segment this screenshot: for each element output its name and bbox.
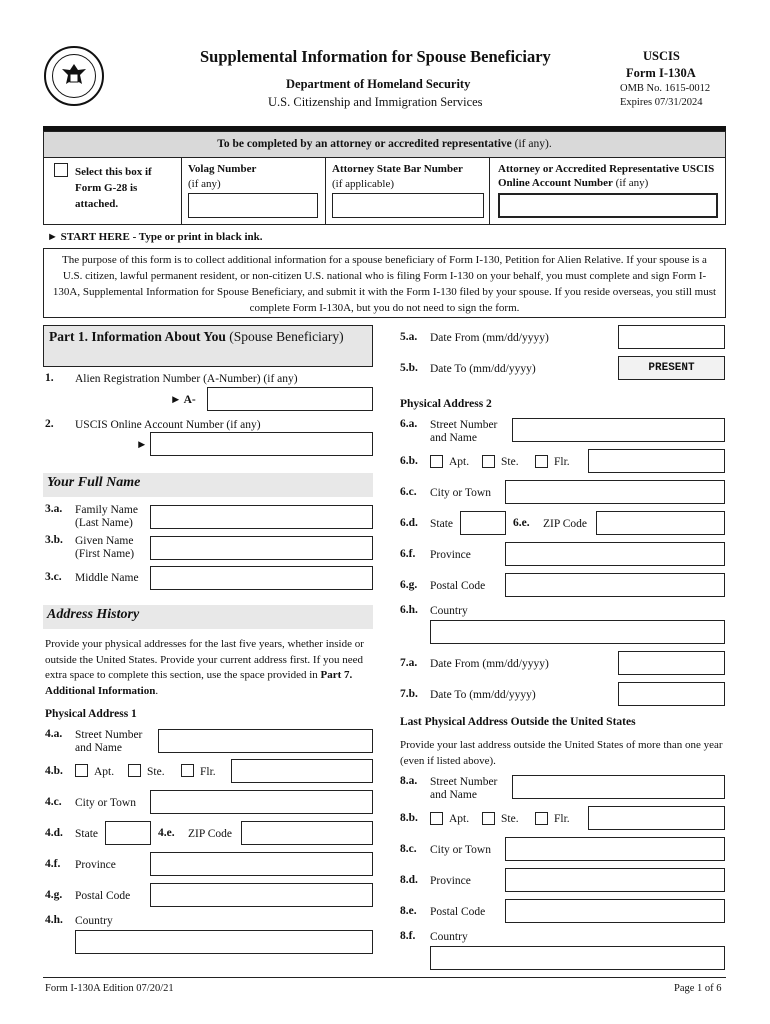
- state-label-2: State: [430, 518, 453, 530]
- a-number-field[interactable]: [207, 387, 373, 411]
- unit-number-field-3[interactable]: [588, 806, 725, 830]
- postal-code-label-3: Postal Code: [430, 906, 486, 918]
- q6c-number: 6.c.: [400, 486, 417, 498]
- part1-header: Part 1. Information About You (Spouse Beneficiary): [43, 325, 373, 367]
- q6g-number: 6.g.: [400, 579, 418, 591]
- last-outside-header: Last Physical Address Outside the United States: [400, 716, 636, 728]
- uscis-account-field[interactable]: [150, 432, 373, 456]
- street-field-2[interactable]: [512, 418, 725, 442]
- state-field-2[interactable]: [460, 511, 506, 535]
- volag-number-field[interactable]: [188, 193, 318, 218]
- q6f-number: 6.f.: [400, 548, 416, 560]
- q4c-number: 4.c.: [45, 796, 62, 808]
- city-label-2: City or Town: [430, 487, 491, 499]
- q3b-number: 3.b.: [45, 534, 63, 546]
- q8a-number: 8.a.: [400, 775, 418, 787]
- physical-address-1-header: Physical Address 1: [45, 708, 137, 720]
- family-name-sub: (Last Name): [75, 517, 133, 529]
- date-to-label-2: Date To (mm/dd/yyyy): [430, 689, 536, 701]
- bar-number-sub: (if applicable): [332, 178, 394, 190]
- bar-number-label: Attorney State Bar Number: [332, 163, 463, 175]
- date-from-field-1[interactable]: [618, 325, 725, 349]
- date-from-label-1: Date From (mm/dd/yyyy): [430, 332, 549, 344]
- apt-label-2: Apt.: [449, 456, 470, 468]
- start-here: ► START HERE - Type or print in black ink.: [47, 231, 263, 243]
- given-name-sub: (First Name): [75, 548, 135, 560]
- apt-checkbox-2[interactable]: [430, 455, 443, 468]
- account-number-label: Attorney or Accredited Representative USCIS Online Account Number (if any): [498, 163, 715, 189]
- q4b-number: 4.b.: [45, 765, 63, 777]
- ste-checkbox-1[interactable]: [128, 764, 141, 777]
- volag-label: Volag Number: [188, 163, 257, 175]
- city-label-3: City or Town: [430, 844, 491, 856]
- country-field-2[interactable]: [430, 620, 725, 644]
- street-sub-1: and Name: [75, 742, 122, 754]
- q7a-number: 7.a.: [400, 657, 418, 669]
- middle-name-label: Middle Name: [75, 572, 139, 584]
- omb-number: OMB No. 1615-0012: [620, 83, 711, 94]
- footer-rule: [43, 977, 726, 978]
- city-field-3[interactable]: [505, 837, 725, 861]
- flr-label-2: Flr.: [554, 456, 570, 468]
- g28-label: Select this box if Form G-28 is attached.: [75, 166, 152, 210]
- q4f-number: 4.f.: [45, 858, 61, 870]
- province-label-3: Province: [430, 875, 471, 887]
- agency-name: U.S. Citizenship and Immigration Services: [268, 95, 483, 109]
- purpose-box: [43, 248, 726, 318]
- street-sub-2: and Name: [430, 432, 477, 444]
- q8d-number: 8.d.: [400, 874, 418, 886]
- q8b-number: 8.b.: [400, 812, 418, 824]
- q6d-number: 6.d.: [400, 517, 418, 529]
- date-from-label-2: Date From (mm/dd/yyyy): [430, 658, 549, 670]
- q7b-number: 7.b.: [400, 688, 418, 700]
- q1-number: 1.: [45, 372, 54, 384]
- country-field-1[interactable]: [75, 930, 373, 954]
- province-label-1: Province: [75, 859, 116, 871]
- street-field-3[interactable]: [512, 775, 725, 799]
- unit-number-field-1[interactable]: [231, 759, 373, 783]
- apt-label-3: Apt.: [449, 813, 470, 825]
- street-sub-3: and Name: [430, 789, 477, 801]
- province-field-1[interactable]: [150, 852, 373, 876]
- province-field-2[interactable]: [505, 542, 725, 566]
- footer-page-number: Page 1 of 6: [674, 983, 722, 994]
- street-label-1: Street Number: [75, 729, 143, 741]
- country-label-3: Country: [430, 931, 468, 943]
- q8f-number: 8.f.: [400, 930, 416, 942]
- street-label-2: Street Number: [430, 419, 498, 431]
- form-title: Supplemental Information for Spouse Beneficiary: [200, 47, 551, 66]
- q3c-number: 3.c.: [45, 571, 62, 583]
- ste-label-3: Ste.: [501, 813, 519, 825]
- flr-label-3: Flr.: [554, 813, 570, 825]
- q5a-number: 5.a.: [400, 331, 418, 343]
- address-history-text: Provide your physical addresses for the last five years, whether inside or outside the United States. Provide your current address first. If you need extra space to complete this section, use the space provided in Part 7. Additional Information.: [45, 638, 364, 697]
- attorney-banner: To be completed by an attorney or accredited representative (if any).: [44, 132, 725, 158]
- state-field-1[interactable]: [105, 821, 151, 845]
- country-label-2: Country: [430, 605, 468, 617]
- q6b-number: 6.b.: [400, 455, 418, 467]
- postal-code-field-3[interactable]: [505, 899, 725, 923]
- state-label-1: State: [75, 828, 98, 840]
- q4h-number: 4.h.: [45, 914, 63, 926]
- flr-checkbox-3[interactable]: [535, 812, 548, 825]
- family-name-field[interactable]: [150, 505, 373, 529]
- expiration-date: Expires 07/31/2024: [620, 97, 703, 108]
- country-field-3[interactable]: [430, 946, 725, 970]
- province-field-3[interactable]: [505, 868, 725, 892]
- zip-label-2: ZIP Code: [543, 518, 587, 530]
- bar-number-field[interactable]: [332, 193, 484, 218]
- uscis-account-prefix: ►: [136, 439, 148, 451]
- country-label-1: Country: [75, 915, 113, 927]
- apt-checkbox-3[interactable]: [430, 812, 443, 825]
- street-field-1[interactable]: [158, 729, 373, 753]
- a-number-prefix: ► A-: [170, 394, 196, 406]
- q6h-number: 6.h.: [400, 604, 418, 616]
- postal-code-label-1: Postal Code: [75, 890, 131, 902]
- q2-number: 2.: [45, 418, 54, 430]
- present-button[interactable]: PRESENT: [618, 356, 725, 380]
- eagle-icon: [58, 60, 90, 92]
- given-name-label: Given Name: [75, 535, 134, 547]
- ste-checkbox-3[interactable]: [482, 812, 495, 825]
- ste-label-2: Ste.: [501, 456, 519, 468]
- q6a-number: 6.a.: [400, 418, 418, 430]
- zip-field-2[interactable]: [596, 511, 725, 535]
- q4g-number: 4.g.: [45, 889, 63, 901]
- uscis-label: USCIS: [643, 49, 680, 63]
- date-to-field-2[interactable]: [618, 682, 725, 706]
- flr-label-1: Flr.: [200, 766, 216, 778]
- middle-name-field[interactable]: [150, 566, 373, 590]
- family-name-label: Family Name: [75, 504, 138, 516]
- unit-number-field-2[interactable]: [588, 449, 725, 473]
- q6e-number: 6.e.: [513, 517, 530, 529]
- city-field-2[interactable]: [505, 480, 725, 504]
- postal-code-label-2: Postal Code: [430, 580, 486, 592]
- given-name-field[interactable]: [150, 536, 373, 560]
- city-label-1: City or Town: [75, 797, 136, 809]
- last-outside-text: Provide your last address outside the United States of more than one year (even if listed above).: [400, 739, 723, 767]
- postal-code-field-1[interactable]: [150, 883, 373, 907]
- street-label-3: Street Number: [430, 776, 498, 788]
- address-history-header: Address History: [43, 605, 373, 629]
- full-name-header: Your Full Name: [43, 473, 373, 497]
- physical-address-2-header: Physical Address 2: [400, 398, 492, 410]
- g28-checkbox[interactable]: [54, 163, 68, 177]
- zip-label-1: ZIP Code: [188, 828, 232, 840]
- city-field-1[interactable]: [150, 790, 373, 814]
- flr-checkbox-2[interactable]: [535, 455, 548, 468]
- q2-label: USCIS Online Account Number (if any): [75, 419, 261, 431]
- ste-label-1: Ste.: [147, 766, 165, 778]
- zip-field-1[interactable]: [241, 821, 373, 845]
- footer-edition: Form I-130A Edition 07/20/21: [45, 983, 174, 994]
- q4a-number: 4.a.: [45, 728, 63, 740]
- account-number-field[interactable]: [498, 193, 718, 218]
- form-id: Form I-130A: [626, 66, 696, 80]
- q8e-number: 8.e.: [400, 905, 417, 917]
- q1-label: Alien Registration Number (A-Number) (if any): [75, 373, 298, 385]
- q5b-number: 5.b.: [400, 362, 418, 374]
- q8c-number: 8.c.: [400, 843, 417, 855]
- apt-checkbox-1[interactable]: [75, 764, 88, 777]
- dept-name: Department of Homeland Security: [286, 77, 471, 91]
- apt-label-1: Apt.: [94, 766, 115, 778]
- date-to-label-1: Date To (mm/dd/yyyy): [430, 363, 536, 375]
- purpose-text: The purpose of this form is to collect additional information for a spouse beneficiary of Form I-130, Petition for Alien Relative. If your spouse is a U.S. citizen, lawful permanent resident, or non-citizen U.S. national who is filing Form I-130 on your behalf, you must complete and sign Form I-130A, Supplemental Information for Spouse Beneficiary, and submit it with the Form I-130 filed by your spouse. If you reside overseas, you still must complete Form I-130A, but you do not need to sign the form.: [52, 254, 717, 314]
- volag-sub: (if any): [188, 178, 221, 190]
- q4e-number: 4.e.: [158, 827, 175, 839]
- q4d-number: 4.d.: [45, 827, 63, 839]
- postal-code-field-2[interactable]: [505, 573, 725, 597]
- flr-checkbox-1[interactable]: [181, 764, 194, 777]
- ste-checkbox-2[interactable]: [482, 455, 495, 468]
- province-label-2: Province: [430, 549, 471, 561]
- q3a-number: 3.a.: [45, 503, 63, 515]
- date-from-field-2[interactable]: [618, 651, 725, 675]
